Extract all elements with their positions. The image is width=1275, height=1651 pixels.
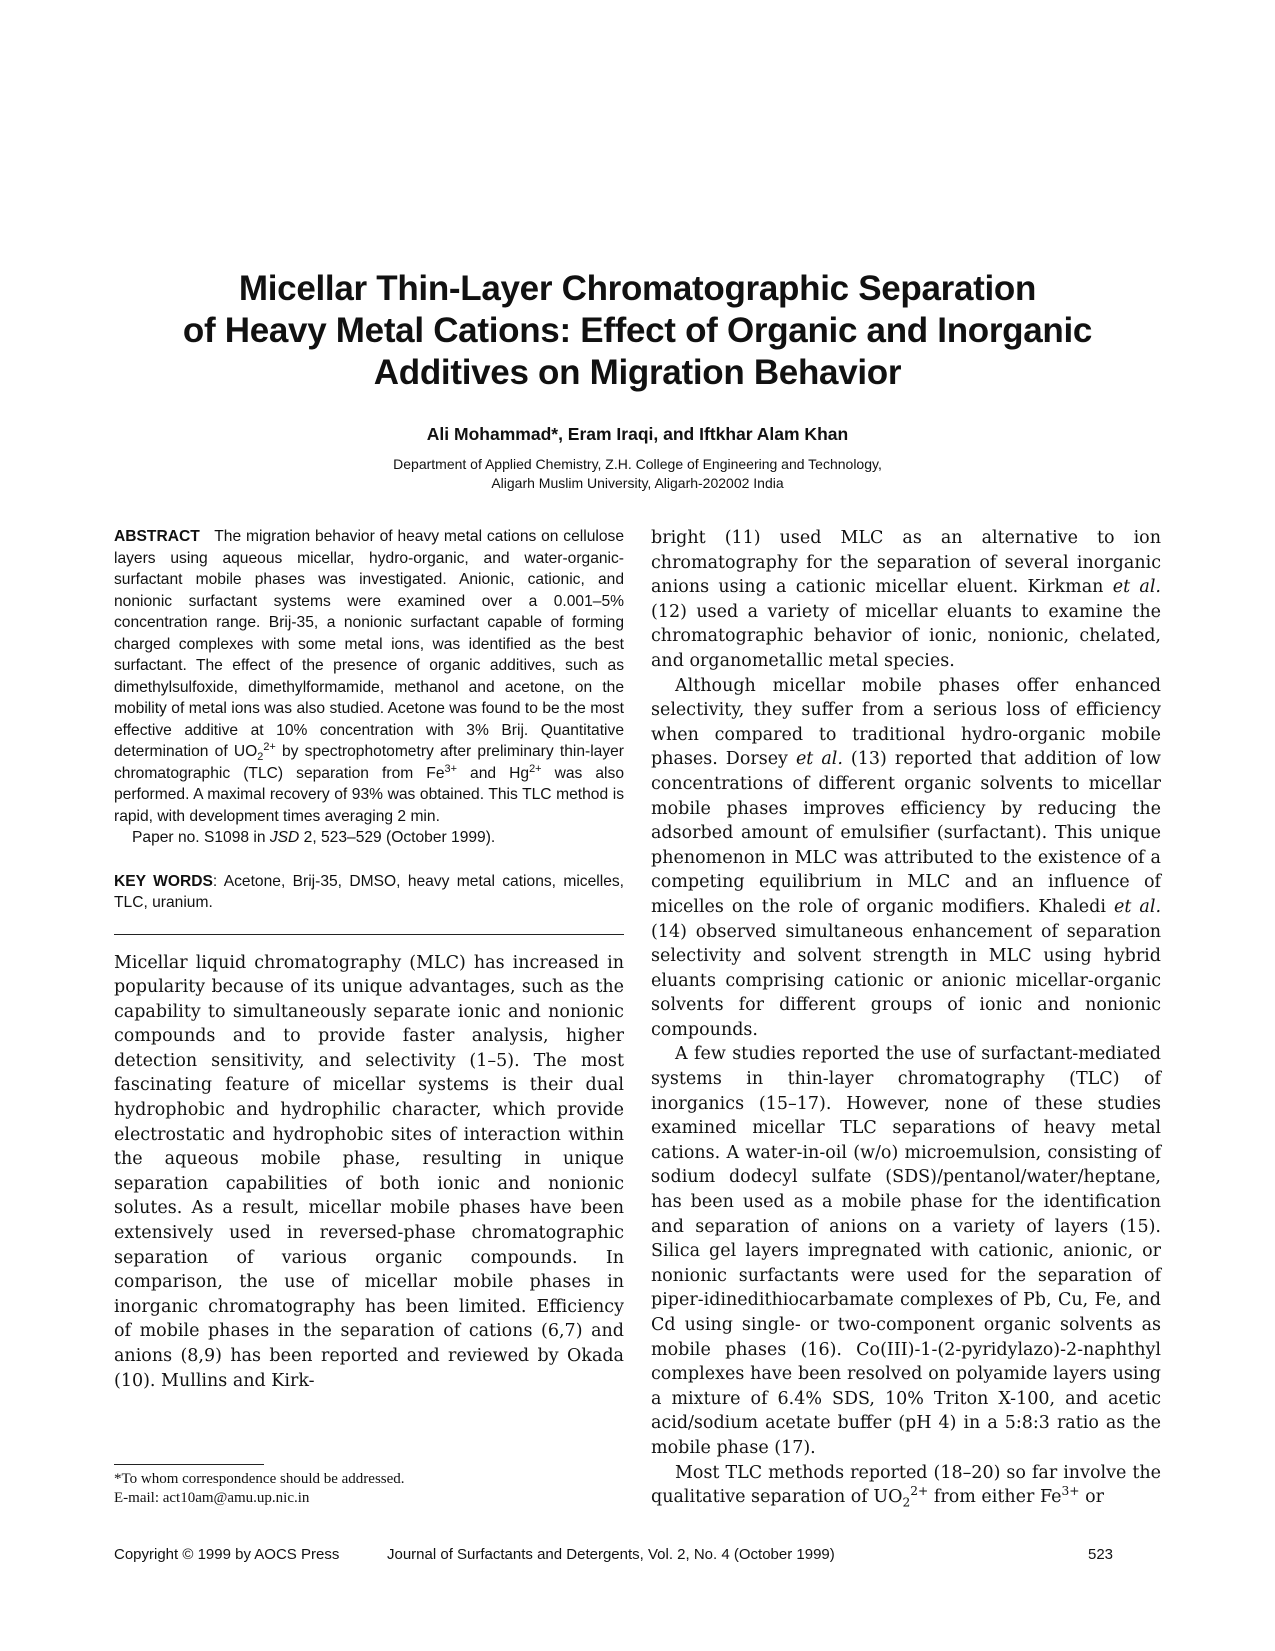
footnote-line-1: *To whom correspondence should be addressed.: [114, 1471, 405, 1487]
keywords: [114, 871, 624, 914]
title-line-2: of Heavy Metal Cations: Effect of Organic and Inorganic: [182, 311, 1093, 350]
affiliation-line-2: Aligarh Muslim University, Aligarh-202002 India: [491, 475, 784, 491]
paperno-journal: JSD: [269, 829, 300, 846]
abstract-label: ABSTRACT: [114, 528, 200, 545]
footnote-email: E-mail: act10am@amu.up.nic.in: [114, 1490, 310, 1506]
abstract: [114, 526, 624, 827]
body-right-p2-c: (14) observed simultaneous enhancement of separation selectivity and solvent strength in MLC using hybrid eluants comprising cationic or anionic micellar-organic solvents for different groups of ionic and nonionic compounds.: [651, 921, 1161, 1040]
footer-copyright: Copyright © 1999 by AOCS Press: [114, 1546, 340, 1563]
left-column: [114, 526, 624, 1393]
body-right-p2-etal1: et al.: [795, 749, 843, 770]
body-right-p1-a: bright (11) used MLC as an alternative to ion chromatography for the separation of several inorganic anions using a cationic micellar eluent. Kirkman: [651, 528, 1161, 598]
affiliation-line-1: Department of Applied Chemistry, Z.H. College of Engineering and Technology,: [393, 456, 882, 472]
abstract-text-2: by spectrophotometry after preliminary thin-layer chromatographic (TLC) separation from Fe: [114, 743, 624, 782]
body-right-paragraph-1: [651, 526, 1161, 674]
abstract-sup-2: 3+: [444, 762, 457, 775]
body-right-p4-sup1: 2+: [910, 1484, 929, 1499]
abstract-sub-1: 2: [257, 751, 264, 764]
paperno-a: Paper no. S1098 in: [132, 829, 270, 846]
body-right-p1-b: (12) used a variety of micellar eluants to examine the chromatographic behavior of ionic, nonionic, chelated, and organometallic metal species.: [651, 601, 1161, 671]
keywords-text: : Acetone, Brij-35, DMSO, heavy metal cations, micelles, TLC, uranium.: [114, 872, 624, 911]
footnote-divider: [114, 1464, 264, 1465]
paper-number: [132, 827, 624, 849]
footnote: [114, 1470, 405, 1508]
body-right-p4-c: or: [1079, 1487, 1105, 1508]
right-column: [651, 526, 1161, 1510]
abstract-text-3: and Hg: [456, 764, 530, 782]
authors: Ali Mohammad*, Eram Iraqi, and Iftkhar Alam Khan: [426, 424, 849, 444]
title-block: [0, 268, 1275, 493]
body-right-p4-a: Most TLC methods reported (18–20) so far involve the qualitative separation of UO: [651, 1462, 1161, 1508]
body-right-p4-sup2: 3+: [1061, 1484, 1080, 1499]
body-right-paragraph-4: [651, 1461, 1161, 1510]
body-right-p2-etal2: et al.: [1114, 896, 1162, 917]
body-right-p1-etal: et al.: [1112, 577, 1161, 598]
section-divider: [114, 934, 624, 935]
footer-page-number: 523: [1088, 1546, 1114, 1563]
title-line-3: Additives on Migration Behavior: [373, 353, 902, 392]
footer-journal: Journal of Surfactants and Detergents, Vol. 2, No. 4 (October 1999): [387, 1546, 835, 1563]
body-right-p4-b: from either Fe: [928, 1487, 1062, 1508]
paper-title: [0, 268, 1275, 394]
body-right-p2-a: Although micellar mobile phases offer enhanced selectivity, they suffer from a serious loss of efficiency when compared to traditional hydro-organic mobile phases. Dorsey: [651, 675, 1161, 770]
affiliation: [0, 455, 1275, 493]
body-left-paragraph: Micellar liquid chromatography (MLC) has increased in popularity because of its unique advantages, such as the capability to simultaneously separate ionic and nonionic compounds and to provide faster analysis, higher detection sensitivity, and selectivity (1–5). The most fascinating feature of micellar systems is their dual hydrophobic and hydrophilic character, which provide electrostatic and hydrophobic sites of interaction within the aqueous mobile phase, resulting in unique separation capabilities of both ionic and nonionic solutes. As a result, micellar mobile phases have been extensively used in reversed-phase chromatographic separation of various organic compounds. In comparison, the use of micellar mobile phases in inorganic chromatography has been limited. Efficiency of mobile phases in the separation of cations (6,7) and anions (8,9) has been reported and reviewed by Okada (10). Mullins and Kirk-: [114, 952, 624, 1391]
abstract-text-4: was also performed. A maximal recovery of 93% was obtained. This TLC method is rapid, with development times averaging 2 min.: [114, 764, 624, 825]
body-right-p2-b: (13) reported that addition of low concentrations of different organic solvents to micellar mobile phases improves efficiency by reducing the adsorbed amount of emulsifier (surfactant). This unique phenomenon in MLC was attributed to the existence of a competing equilibrium in MLC and an influence of micelles on the role of organic modifiers. Khaledi: [651, 749, 1161, 917]
abstract-sup-1: 2+: [263, 740, 276, 753]
body-right-paragraph-3: A few studies reported the use of surfactant-mediated systems in thin-layer chromatography (TLC) of inorganics (15–17). However, none of these studies examined micellar TLC separations of heavy metal cations. A water-in-oil (w/o) microemulsion, consisting of sodium dodecyl sulfate (SDS)/pentanol/water/heptane, has been used as a mobile phase for the identification and separation of anions on a variety of layers (15). Silica gel layers impregnated with cationic, anionic, or nonionic surfactants were used for the separation of piper-idinedithiocarbamate complexes of Pb, Cu, Fe, and Cd using single- or two-component organic solvents as mobile phases (16). Co(III)-1-(2-pyridylazo)-2-naphthyl complexes have been resolved on polyamide layers using a mixture of 6.4% SDS, 10% Triton X-100, and acetic acid/sodium acetate buffer (pH 4) in a 5:8:3 ratio as the mobile phase (17).: [651, 1044, 1161, 1458]
body-right-paragraph-2: [651, 674, 1161, 1043]
body-right-p4-sub: 2: [902, 1495, 911, 1510]
abstract-sup-3: 2+: [529, 762, 542, 775]
abstract-text-1: The migration behavior of heavy metal cations on cellulose layers using aqueous micellar, hydro-organic, and water-organic-surfactant mobile phases was investigated. Anionic, cationic, and nonionic surfactant systems were examined over a 0.001–5% concentration range. Brij-35, a nonionic surfactant capable of forming charged complexes with some metal ions, was identified as the best surfactant. The effect of the presence of organic additives, such as dimethylsulfoxide, dimethylformamide, methanol and acetone, on the mobility of metal ions was also studied. Acetone was found to be the most effective additive at 10% concentration with 3% Brij. Quantitative determination of UO: [114, 528, 624, 760]
paperno-b: 2, 523–529 (October 1999).: [299, 829, 496, 846]
keywords-label: KEY WORDS: [114, 872, 213, 890]
title-line-1: Micellar Thin-Layer Chromatographic Separation: [238, 269, 1037, 308]
